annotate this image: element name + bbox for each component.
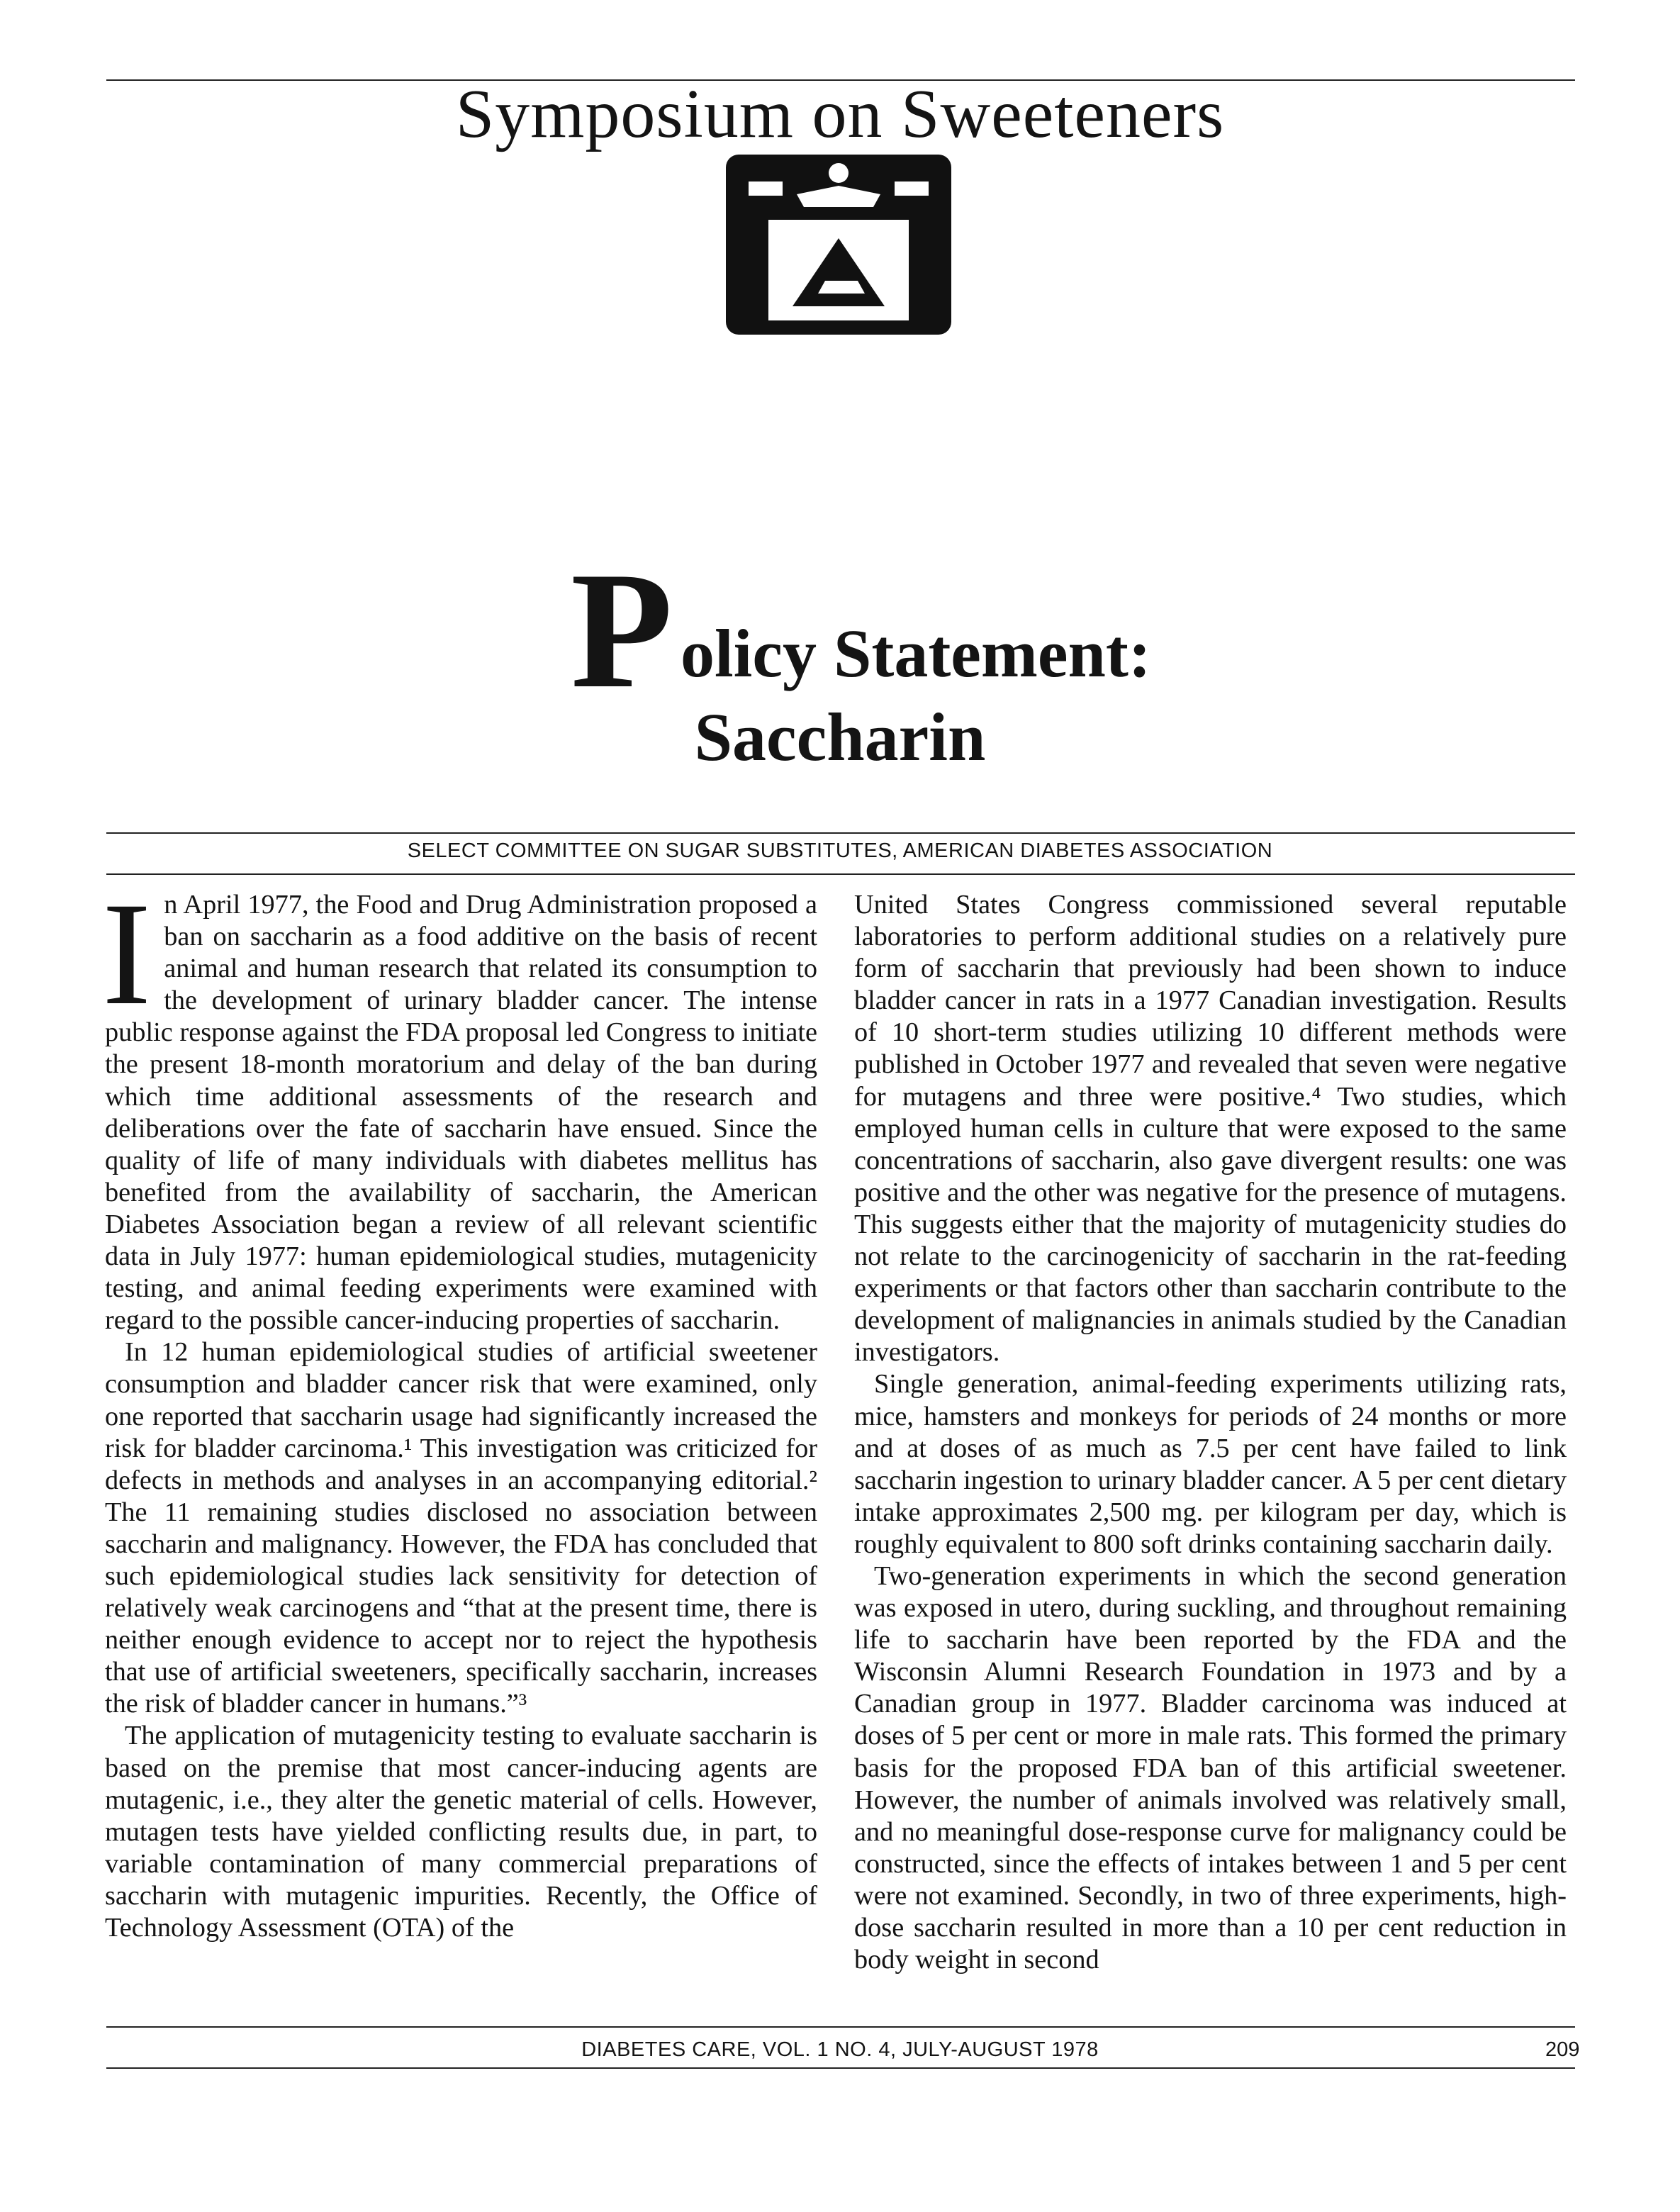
journal-citation: DIABETES CARE, VOL. 1 NO. 4, JULY-AUGUST 1978	[581, 2038, 1099, 2061]
body-paragraph: The application of mutagenicity testing to evaluate saccharin is based on the premise that most cancer-inducing agents are mutagenic, i.e., they alter the genetic material of cells. However, mutagen tests have yielded conflicting results due, in part, to variable contamination of many commercial preparations of saccharin with mutagenic impurities. Recently, the Office of Technology Assessment (OTA) of the	[105, 1721, 817, 1943]
right-column	[854, 889, 1567, 1976]
title-line-2: Saccharin	[694, 699, 986, 775]
paragraph-text: n April 1977, the Food and Drug Administration proposed a ban on saccharin as a food additive on the basis of recent animal and human research that related its consumption to the development of urinary bladder cancer. The intense public response against the FDA proposal led Congress to initiate the present 18-month moratorium and delay of the ban during which time additional assessments of the research and deliberations over the fate of saccharin have ensued. Since the quality of life of many individuals with diabetes mellitus has benefited from the availability of saccharin, the American Diabetes Association began a review of all relevant scientific data in July 1977: human epidemiological studies, mutagenicity testing, and animal feeding experiments were examined with regard to the possible cancer-inducing properties of saccharin.	[105, 890, 817, 1336]
article-title	[0, 538, 1680, 781]
body-paragraph: Single generation, animal-feeding experiments utilizing rats, mice, hamsters and monkeys for periods of 24 months or more and at doses of as much as 7.5 per cent have failed to link saccharin ingestion to urinary bladder cancer. A 5 per cent dietary intake approximates 2,500 mg. per kilogram per day, which is roughly equivalent to 800 soft drinks containing saccharin daily.	[854, 1369, 1567, 1559]
paragraph-dropcap: I	[102, 872, 152, 1035]
footer-top-rule	[106, 2026, 1575, 2028]
body-paragraph: Two-generation experiments in which the second generation was exposed in utero, during suckling, and throughout remaining life to saccharin have been reported by the FDA and the Wisconsin Alumni Research Foundation in 1973 and by a Canadian group in 1977. Bladder carcinoma was induced at doses of 5 per cent or more in male rats. This formed the primary basis for the proposed FDA ban of this artificial sweetener. However, the number of animals involved was relatively small, and no meaningful dose-response curve for malignancy could be constructed, since the effects of intakes between 1 and 5 per cent were not examined. Secondly, in two of three experiments, high-dose saccharin resulted in more than a 10 per cent reduction in body weight in second	[854, 1560, 1567, 1975]
byline-bottom-rule	[106, 873, 1575, 875]
footer-bottom-rule	[106, 2067, 1575, 2069]
left-column	[102, 872, 817, 1944]
ada-logo-icon	[726, 155, 951, 335]
page-number: 209	[1545, 2038, 1580, 2061]
body-paragraph	[102, 872, 817, 1336]
byline-top-rule	[106, 832, 1575, 834]
body-paragraph: United States Congress commissioned several reputable laboratories to perform additional studies on a relatively pure form of saccharin that previously had been shown to induce bladder cancer in rats in a 1977 Canadian investigation. Results of 10 short-term studies utilizing 10 different methods were published in October 1977 and revealed that seven were negative for mutagens and three were positive.⁴ Two studies, which employed human cells in culture that were exposed to the same concentrations of saccharin, also gave divergent results: one was positive and the other was negative for the presence of mutagens. This suggests either that the majority of mutagenicity studies do not relate to the carcinogenicity of saccharin in the rat-feeding experiments or that factors other than saccharin contribute to the development of malignancies in animals studied by the Canadian investigators.	[854, 890, 1567, 1368]
byline: SELECT COMMITTEE ON SUGAR SUBSTITUTES, AMERICAN DIABETES ASSOCIATION	[407, 839, 1273, 862]
body-paragraph: In 12 human epidemiological studies of artificial sweetener consumption and bladder cancer risk that were examined, only one reported that saccharin usage had significantly increased the risk for bladder carcinoma.¹ This investigation was criticized for defects in methods and analyses in an accompanying editorial.² The 11 remaining studies disclosed no association between saccharin and malignancy. However, the FDA has concluded that such epidemiological studies lack sensitivity for detection of relatively weak carcinogens and “that at the present time, there is neither enough evidence to accept nor to reject the hypothesis that use of artificial sweeteners, specifically saccharin, increases the risk of bladder cancer in humans.”³	[105, 1337, 817, 1719]
title-line-1: olicy Statement:	[681, 615, 1151, 691]
title-dropcap: P	[571, 538, 673, 723]
symposium-title: Symposium on Sweeteners	[455, 76, 1225, 152]
